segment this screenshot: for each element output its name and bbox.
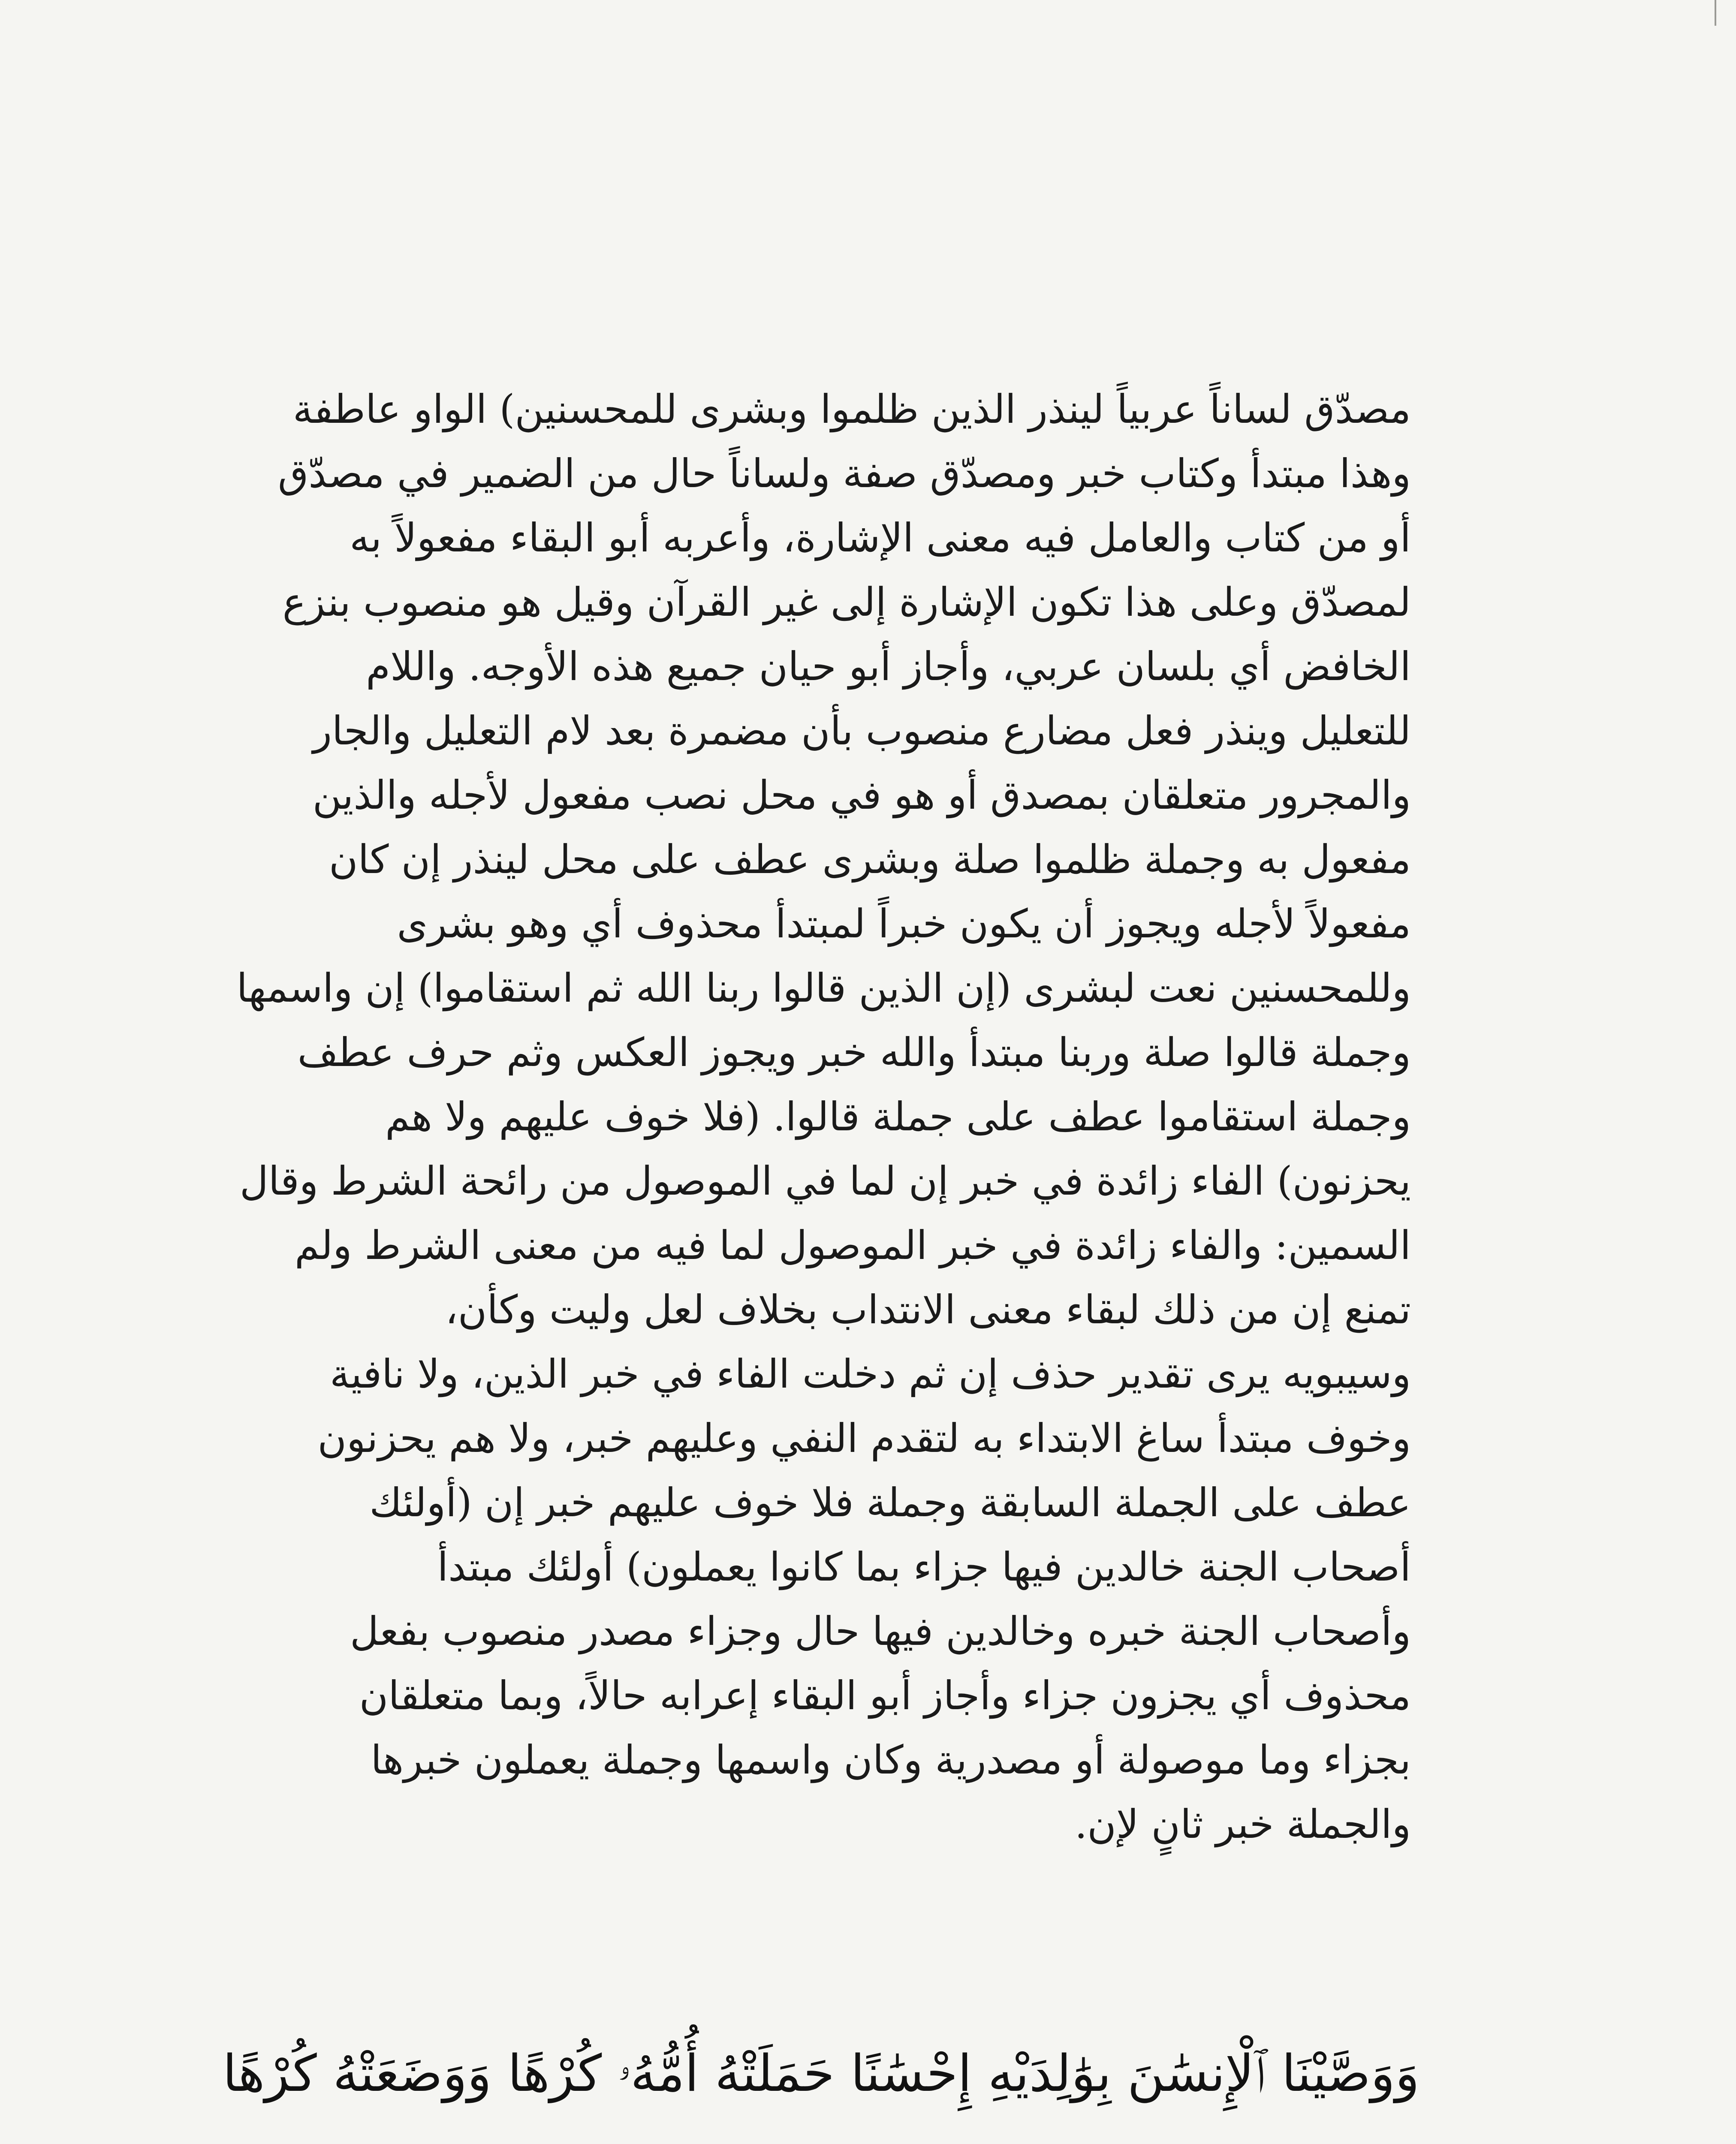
text-line: عطف على الجملة السابقة وجملة فلا خوف عليهم خبر إن (أولئك [369,1480,1411,1526]
body-text [236,377,1411,1857]
text-line: أو من كتاب والعامل فيه معنى الإشارة، وأعربه أبو البقاء مفعولاً به [350,515,1411,561]
text-line: تمنع إن من ذلك لبقاء معنى الانتداب بخلاف لعل وليت وكأن، [445,1287,1411,1333]
text-line: والجملة خبر ثانٍ لإن. [1075,1801,1411,1847]
text-line: أصحاب الجنة خالدين فيها جزاء بما كانوا يعملون) أولئك مبتدأ [437,1544,1411,1590]
text-line: وخوف مبتدأ ساغ الابتداء به لتقدم النفي وعليهم خبر، ولا هم يحزنون [317,1415,1411,1461]
text-line: وجملة استقاموا عطف على جملة قالوا. (فلا خوف عليهم ولا هم [385,1094,1411,1140]
text-line: لمصدّق وعلى هذا تكون الإشارة إلى غير القرآن وقيل هو منصوب بنزع [282,579,1411,625]
text-line: وسيبويه يرى تقدير حذف إن ثم دخلت الفاء في خبر الذين، ولا نافية [329,1351,1411,1397]
text-line: وهذا مبتدأ وكتاب خبر ومصدّق صفة ولساناً حال من الضمير في مصدّق [277,451,1411,497]
text-line: وأصحاب الجنة خبره وخالدين فيها حال وجزاء مصدر منصوب بفعل [350,1608,1411,1654]
text-line: بجزاء وما موصولة أو مصدرية وكان واسمها وجملة يعملون خبرها [371,1737,1411,1783]
text-line: مفعول به وجملة ظلموا صلة وبشرى عطف على محل لينذر إن كان [329,837,1411,882]
text-line: وجملة قالوا صلة وربنا مبتدأ والله خبر ويجوز العكس وثم حرف عطف [297,1030,1411,1075]
text-line: للتعليل وينذر فعل مضارع منصوب بأن مضمرة بعد لام التعليل والجار [313,708,1411,754]
text-line: مفعولاً لأجله ويجوز أن يكون خبراً لمبتدأ محذوف أي وهو بشرى [397,901,1411,947]
scan-edge-mark [1715,0,1716,26]
text-line: والمجرور متعلقان بمصدق أو هو في محل نصب مفعول لأجله والذين [312,772,1411,818]
text-line: محذوف أي يجزون جزاء وأجاز أبو البقاء إعرابه حالاً، وبما متعلقان [359,1673,1411,1719]
quran-verse: وَوَصَّيْنَا ٱلْإِنسَٰنَ بِوَٰلِدَيْهِ إِحْسَٰنًا حَمَلَتْهُ أُمُّهُۥ كُرْهًا وَوَضَعَتْهُ كُرْهًا [223,2044,1420,2103]
text-line: الخافض أي بلسان عربي، وأجاز أبو حيان جميع هذه الأوجه. واللام [366,644,1411,690]
text-line: يحزنون) الفاء زائدة في خبر إن لما في الموصول من رائحة الشرط وقال [239,1158,1411,1204]
text-line: السمين: والفاء زائدة في خبر الموصول لما فيه من معنى الشرط ولم [294,1223,1411,1268]
text-line: مصدّق لساناً عربياً لينذر الذين ظلموا وبشرى للمحسنين) الواو عاطفة [292,386,1411,432]
text-line: وللمحسنين نعت لبشرى (إن الذين قالوا ربنا الله ثم استقاموا) إن واسمها [236,965,1411,1011]
